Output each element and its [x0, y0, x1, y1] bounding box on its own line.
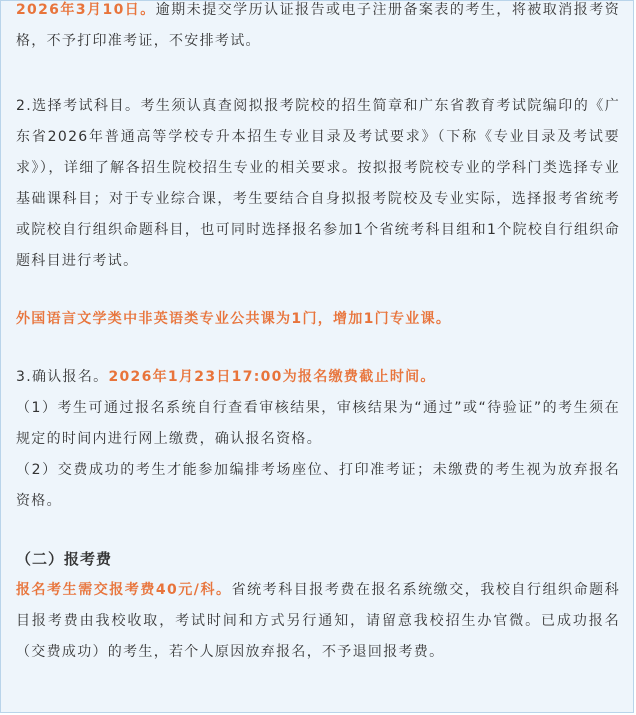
- select-subjects-paragraph: 2.选择考试科目。考生须认真查阅拟报考院校的招生简章和广东省教育考试院编印的《广东省2026年普通高等学校专升本招生专业目录及考试要求》（下称《专业目录及考试要求》），详细了解各招生院校招生专业的相关要求。按拟报考院校专业的学科门类选择专业基础课科目；对于专业综合课，考生要结合自身拟报考院校及专业实际，选择报考省统考或院校自行组织命题科目，也可同时选择报名参加1个省统考科目组和1个院校自行组织命题科目进行考试。: [16, 98, 620, 269]
- spacer: [16, 57, 620, 91]
- spacer: [16, 277, 620, 304]
- spacer: [16, 335, 620, 362]
- fee-heading: （二）报考费: [16, 550, 113, 568]
- spacer: [16, 517, 620, 544]
- confirm-registration-lead: 3.确认报名。: [16, 369, 109, 385]
- materials-deadline-text: 逾期未提交学历认证报告或电子注册备案表的考生，将被取消报考资格，不予打印准考证，不安排考试。: [16, 2, 620, 49]
- fee-amount: 报名考生需交报考费40元/科。: [16, 582, 232, 598]
- confirm-item-1: （1）考生可通过报名系统自行查看审核结果，审核结果为“通过”或“待验证”的考生须在规定的时间内进行网上缴费，确认报名资格。: [16, 400, 620, 447]
- confirm-item-2: （2）交费成功的考生才能参加编排考场座位、打印准考证；未缴费的考生视为放弃报名资格。: [16, 462, 620, 509]
- fee-paragraph: [16, 575, 620, 668]
- confirm-registration-paragraph: [16, 362, 620, 393]
- fee-details: 省统考科目报考费在报名系统缴交，我校自行组织命题科目报考费由我校收取，考试时间和方式另行通知，请留意我校招生办官微。已成功报名（交费成功）的考生，若个人原因放弃报名，不予退回报考费。: [16, 582, 620, 660]
- deadline-paragraph: [16, 0, 620, 57]
- article-content: [16, 0, 620, 668]
- foreign-language-note: 外国语言文学类中非英语类专业公共课为1门，增加1门专业课。: [16, 311, 452, 327]
- payment-deadline: 2026年1月23日17:00为报名缴费截止时间。: [108, 369, 436, 385]
- materials-deadline-date: 2026年3月10日。: [16, 2, 156, 18]
